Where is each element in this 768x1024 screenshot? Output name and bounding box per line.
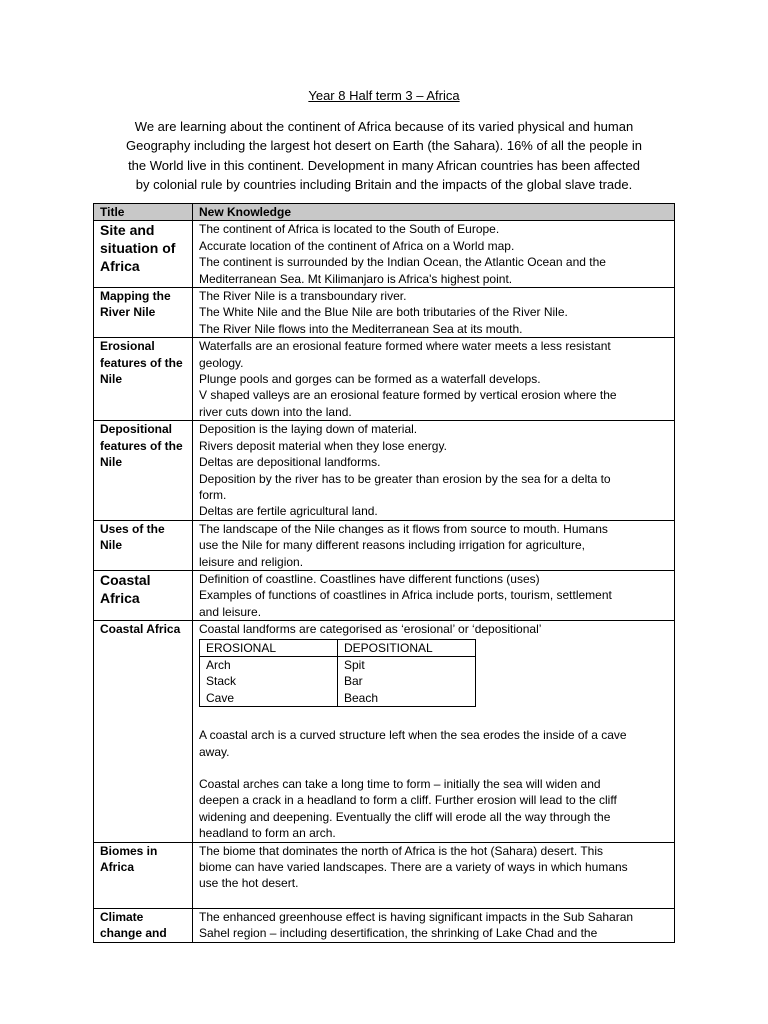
landforms-row [200, 656, 476, 673]
row-knowledge [193, 221, 675, 288]
knowledge-line: The enhanced greenhouse effect is having significant impacts in the Sub Saharan [199, 909, 634, 924]
knowledge-line: widening and deepening. Eventually the cliff will erode all the way through the [199, 809, 611, 824]
row-knowledge [193, 421, 675, 520]
knowledge-line: headland to form an arch. [199, 826, 336, 841]
knowledge-line: and leisure. [199, 604, 262, 619]
intro-line: by colonial rule by countries including Britain and the impacts of the global slave trade. [135, 176, 633, 192]
row-title: Site and situation of Africa [94, 221, 193, 288]
knowledge-table [93, 203, 675, 943]
spacer [199, 711, 670, 727]
row-knowledge [193, 621, 675, 842]
knowledge-line: The River Nile is a transboundary river. [199, 289, 407, 304]
knowledge-line: V shaped valleys are an erosional feature formed by vertical erosion where the [199, 388, 617, 403]
row-knowledge [193, 842, 675, 908]
landforms-header-row [200, 639, 476, 656]
table-row [94, 520, 675, 570]
intro-line: We are learning about the continent of Africa because of its varied physical and human [134, 119, 634, 134]
knowledge-line: The White Nile and the Blue Nile are both tributaries of the River Nile. [199, 305, 568, 320]
knowledge-line: The River Nile flows into the Mediterranean Sea at its mouth. [199, 321, 523, 336]
landform-depositional: Bar [338, 673, 476, 689]
header-new-knowledge: New Knowledge [193, 204, 675, 221]
row-knowledge [193, 908, 675, 942]
table-row [94, 421, 675, 520]
knowledge-line: Deposition is the laying down of material. [199, 422, 418, 437]
landforms-header-erosional: EROSIONAL [200, 639, 338, 656]
knowledge-line: Accurate location of the continent of Africa on a World map. [199, 238, 515, 253]
knowledge-line: river cuts down into the land. [199, 404, 352, 419]
row-knowledge [193, 338, 675, 421]
intro-line: the World live in this continent. Development in many African countries has been affected [128, 157, 640, 173]
knowledge-line: Mediterranean Sea. Mt Kilimanjaro is Africa's highest point. [199, 271, 513, 286]
knowledge-line: The biome that dominates the north of Africa is the hot (Sahara) desert. This [199, 843, 603, 858]
table-row [94, 288, 675, 338]
row-title: Depositional features of the Nile [94, 421, 193, 520]
landforms-row [200, 690, 476, 707]
row-title: Biomes in Africa [94, 842, 193, 908]
intro-line: Geography including the largest hot desert on Earth (the Sahara). 16% of all the people in [126, 138, 642, 154]
knowledge-line: geology. [199, 355, 244, 370]
row-knowledge [193, 570, 675, 620]
knowledge-line: biome can have varied landscapes. There are a variety of ways in which humans [199, 860, 628, 875]
landform-erosional: Arch [200, 656, 338, 673]
row-title: Coastal Africa [94, 621, 193, 842]
document-title: Year 8 Half term 3 – Africa [308, 88, 460, 103]
knowledge-line: A coastal arch is a curved structure left when the sea erodes the inside of a cave [199, 728, 627, 743]
landform-depositional: Spit [338, 656, 476, 673]
landform-erosional: Cave [200, 690, 338, 707]
knowledge-line: Plunge pools and gorges can be formed as a waterfall develops. [199, 372, 541, 387]
knowledge-line: The continent of Africa is located to the South of Europe. [199, 222, 500, 237]
knowledge-line: Deposition by the river has to be greater than erosion by the sea for a delta to [199, 471, 611, 486]
knowledge-line: Deltas are fertile agricultural land. [199, 504, 378, 519]
landforms-header-depositional: DEPOSITIONAL [338, 639, 476, 656]
knowledge-line: form. [199, 487, 227, 502]
knowledge-line: Rivers deposit material when they lose energy. [199, 438, 447, 453]
row-title: Mapping the River Nile [94, 288, 193, 338]
landforms-row [200, 673, 476, 689]
knowledge-line: use the hot desert. [199, 876, 299, 891]
row-title: Climate change and [94, 908, 193, 942]
header-title: Title [94, 204, 193, 221]
row-knowledge [193, 520, 675, 570]
table-row [94, 570, 675, 620]
knowledge-line: Examples of functions of coastlines in Africa include ports, tourism, settlement [199, 588, 612, 603]
intro-paragraph [96, 117, 672, 194]
table-row [94, 842, 675, 908]
knowledge-line: use the Nile for many different reasons including irrigation for agriculture, [199, 538, 585, 553]
knowledge-line: The continent is surrounded by the Indian Ocean, the Atlantic Ocean and the [199, 255, 606, 270]
row-knowledge [193, 288, 675, 338]
knowledge-line: deepen a crack in a headland to form a cliff. Further erosion will lead to the cliff [199, 793, 617, 808]
table-row [94, 621, 675, 842]
row-title: Erosional features of the Nile [94, 338, 193, 421]
knowledge-line: Sahel region – including desertification, the shrinking of Lake Chad and the [199, 926, 598, 941]
landform-depositional: Beach [338, 690, 476, 707]
spacer [199, 760, 670, 776]
knowledge-line: Definition of coastline. Coastlines have different functions (uses) [199, 571, 540, 586]
knowledge-line: Waterfalls are an erosional feature formed where water meets a less resistant [199, 339, 611, 354]
table-header-row [94, 204, 675, 221]
landforms-table [199, 639, 476, 708]
knowledge-line: Deltas are depositional landforms. [199, 455, 381, 470]
knowledge-line: The landscape of the Nile changes as it flows from source to mouth. Humans [199, 521, 608, 536]
table-row [94, 221, 675, 288]
row-title: Uses of the Nile [94, 520, 193, 570]
knowledge-line: Coastal arches can take a long time to form – initially the sea will widen and [199, 777, 601, 791]
row-title: Coastal Africa [94, 570, 193, 620]
table-row [94, 338, 675, 421]
knowledge-line: away. [199, 744, 230, 759]
knowledge-line: leisure and religion. [199, 554, 304, 569]
landform-erosional: Stack [200, 673, 338, 689]
spacer [199, 892, 670, 908]
table-row [94, 908, 675, 942]
knowledge-line: Coastal landforms are categorised as ‘erosional’ or ‘depositional’ [199, 622, 542, 637]
